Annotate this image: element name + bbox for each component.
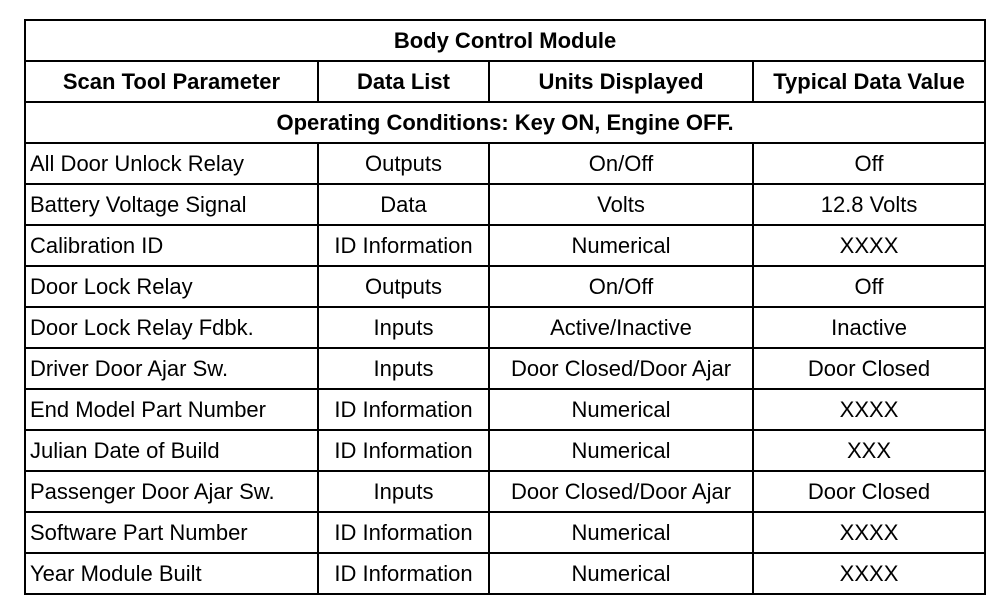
cell-units: Door Closed/Door Ajar [489, 348, 753, 389]
cell-value: XXXX [753, 225, 985, 266]
cell-units: On/Off [489, 143, 753, 184]
cell-units: On/Off [489, 266, 753, 307]
cell-data-list: Data [318, 184, 489, 225]
cell-units: Volts [489, 184, 753, 225]
cell-data-list: Inputs [318, 471, 489, 512]
cell-param: All Door Unlock Relay [25, 143, 318, 184]
cell-value: XXXX [753, 512, 985, 553]
table-row [25, 307, 985, 348]
cell-data-list: Outputs [318, 266, 489, 307]
cell-param: End Model Part Number [25, 389, 318, 430]
cell-data-list: Inputs [318, 348, 489, 389]
table-row [25, 225, 985, 266]
table-row [25, 553, 985, 594]
cell-data-list: ID Information [318, 389, 489, 430]
cell-units: Numerical [489, 512, 753, 553]
cell-param: Door Lock Relay [25, 266, 318, 307]
cell-units: Numerical [489, 430, 753, 471]
column-header-data-list: Data List [318, 61, 489, 102]
cell-value: 12.8 Volts [753, 184, 985, 225]
cell-value: Inactive [753, 307, 985, 348]
table-title: Body Control Module [25, 20, 985, 61]
cell-param: Driver Door Ajar Sw. [25, 348, 318, 389]
cell-value: XXXX [753, 389, 985, 430]
operating-conditions-row [25, 102, 985, 143]
cell-units: Numerical [489, 225, 753, 266]
table-row [25, 389, 985, 430]
cell-units: Active/Inactive [489, 307, 753, 348]
table-row [25, 430, 985, 471]
table-row [25, 512, 985, 553]
cell-units: Numerical [489, 553, 753, 594]
cell-param: Software Part Number [25, 512, 318, 553]
cell-units: Numerical [489, 389, 753, 430]
cell-units: Door Closed/Door Ajar [489, 471, 753, 512]
cell-param: Door Lock Relay Fdbk. [25, 307, 318, 348]
cell-value: Off [753, 143, 985, 184]
cell-data-list: ID Information [318, 512, 489, 553]
cell-data-list: Outputs [318, 143, 489, 184]
column-header-param: Scan Tool Parameter [25, 61, 318, 102]
cell-value: XXX [753, 430, 985, 471]
cell-value: Door Closed [753, 348, 985, 389]
cell-param: Julian Date of Build [25, 430, 318, 471]
cell-param: Year Module Built [25, 553, 318, 594]
cell-data-list: ID Information [318, 430, 489, 471]
column-header-units: Units Displayed [489, 61, 753, 102]
table-row [25, 143, 985, 184]
operating-conditions: Operating Conditions: Key ON, Engine OFF. [25, 102, 985, 143]
table-title-row [25, 20, 985, 61]
cell-data-list: ID Information [318, 225, 489, 266]
cell-value: Off [753, 266, 985, 307]
table-row [25, 266, 985, 307]
table-row [25, 184, 985, 225]
cell-value: XXXX [753, 553, 985, 594]
body-control-module-table [24, 19, 986, 595]
cell-param: Battery Voltage Signal [25, 184, 318, 225]
table-row [25, 348, 985, 389]
cell-value: Door Closed [753, 471, 985, 512]
cell-data-list: Inputs [318, 307, 489, 348]
cell-param: Calibration ID [25, 225, 318, 266]
cell-data-list: ID Information [318, 553, 489, 594]
table-row [25, 471, 985, 512]
column-header-row [25, 61, 985, 102]
column-header-value: Typical Data Value [753, 61, 985, 102]
cell-param: Passenger Door Ajar Sw. [25, 471, 318, 512]
